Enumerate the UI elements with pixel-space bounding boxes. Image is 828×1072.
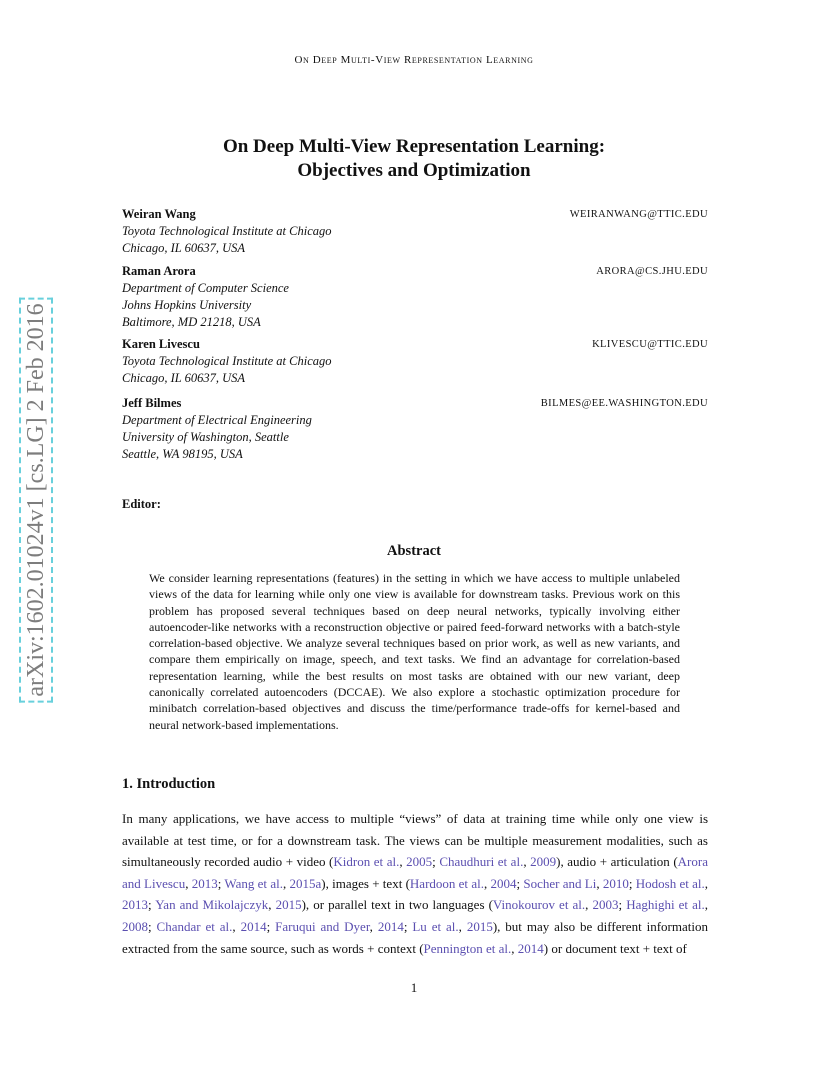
author-block (122, 336, 708, 387)
body-text: In many applications, we have access to multiple “views” of data at training time while only one view is available at test time, or for a downstream task. The views can be multiple measurement modalities, such as simultaneously recorded audio + video ( (122, 811, 708, 870)
arxiv-identifier-stamp[interactable]: arXiv:1602.01024v1 [cs.LG] 2 Feb 2016 (19, 297, 53, 702)
author-name: Raman Arora (122, 264, 196, 278)
citation-link[interactable]: Yan and Mikolajczyk (155, 897, 269, 913)
page-number: 1 (410, 980, 418, 995)
body-text: ; (403, 918, 413, 934)
author-affiliation: University of Washington, Seattle (122, 430, 289, 444)
citation-link[interactable]: Chaudhuri et al. (439, 854, 524, 870)
author-block (122, 206, 708, 257)
introduction-paragraph (122, 808, 708, 959)
author-affiliation: Department of Electrical Engineering (122, 413, 312, 427)
body-text: , (458, 918, 467, 934)
abstract-text: We consider learning representations (features) in the setting in which we have access to multiple unlabeled views of the data for learning while only one view is available for downstream tasks. Previous work on this problem has proposed several techniques based on deep neural networks, typically involving either autoencoder-like networks with a reconstruction objective or paired feed-forward networks with a batch-style correlation-based objective. We analyze several techniques based on prior work, as well as new variants, and compare them empirically on image, speech, and text tasks. We find an advantage for correlation-based representation learning, while the best results on most tasks are obtained with our new variant, deep canonically correlated autoencoders (DCCAE). We also explore a stochastic optimization procedure for minibatch correlation-based objectives and discuss the time/performance trade-offs for kernel-based and neural network-based implementations. (149, 571, 680, 732)
citation-link[interactable]: 2014 (517, 940, 544, 956)
paper-title-line-1: On Deep Multi-View Representation Learning: (222, 136, 606, 157)
body-text: , (511, 940, 518, 956)
body-text: , (268, 897, 276, 913)
author-name: Jeff Bilmes (122, 396, 182, 410)
author-affiliation: Chicago, IL 60637, USA (122, 241, 246, 255)
author-affiliation: Chicago, IL 60637, USA (122, 371, 246, 385)
citation-link[interactable]: 2004 (490, 875, 517, 891)
body-text: , (704, 897, 709, 913)
body-text: ), audio + articulation ( (556, 854, 678, 870)
body-text: ; (266, 918, 276, 934)
author-block (122, 395, 708, 463)
citation-link[interactable]: Lu et al. (412, 918, 459, 934)
author-block (122, 263, 708, 331)
citation-link[interactable]: 2014 (240, 918, 267, 934)
author-name: Karen Livescu (122, 337, 200, 351)
citation-link[interactable]: 2015a (289, 875, 322, 891)
body-text: , (369, 918, 378, 934)
body-text: ; (217, 875, 225, 891)
editor-label: Editor: (122, 497, 161, 511)
author-affiliation: Seattle, WA 98195, USA (122, 447, 243, 461)
citation-link[interactable]: 2014 (377, 918, 404, 934)
body-text: ; (432, 854, 440, 870)
author-email[interactable]: KLIVESCU@TTIC.EDU (592, 339, 708, 350)
body-text: ; (618, 897, 627, 913)
body-text: , (483, 875, 491, 891)
body-text: ; (516, 875, 524, 891)
author-email[interactable]: WEIRANWANG@TTIC.EDU (569, 209, 708, 220)
body-text: , (596, 875, 603, 891)
citation-link[interactable]: Arora and Livescu (122, 854, 708, 891)
citation-link[interactable]: 2013 (122, 897, 148, 913)
running-head: On Deep Multi-View Representation Learning (294, 54, 534, 66)
body-text: , (399, 854, 407, 870)
body-text: ), but may also be different information extracted from the same source, such as words + context ( (122, 918, 708, 956)
body-text: , (704, 875, 709, 891)
body-text: ) or document text + text of (543, 940, 687, 956)
citation-link[interactable]: Hodosh et al. (635, 875, 705, 891)
citation-link[interactable]: 2009 (530, 854, 557, 870)
citation-link[interactable]: 2015 (275, 897, 302, 913)
citation-link[interactable]: 2015 (466, 918, 493, 934)
citation-link[interactable]: 2013 (191, 875, 218, 891)
body-text: ; (628, 875, 636, 891)
author-email[interactable]: ARORA@CS.JHU.EDU (596, 266, 708, 277)
citation-link[interactable]: Kidron et al. (333, 854, 400, 870)
citation-link[interactable]: Vinokourov et al. (492, 897, 586, 913)
paper-title (0, 135, 828, 183)
author-affiliation: Johns Hopkins University (122, 298, 252, 312)
body-text: , (232, 918, 241, 934)
citation-link[interactable]: Wang et al. (224, 875, 283, 891)
body-text: ; (148, 918, 157, 934)
body-text: , (185, 875, 192, 891)
citation-link[interactable]: Socher and Li (523, 875, 597, 891)
author-email[interactable]: BILMES@EE.WASHINGTON.EDU (540, 398, 708, 409)
abstract-heading: Abstract (387, 543, 441, 559)
citation-link[interactable]: 2003 (592, 897, 619, 913)
body-text: ), images + text ( (321, 875, 410, 891)
body-text: , (585, 897, 593, 913)
body-text: ), or parallel text in two languages ( (301, 897, 493, 913)
author-affiliation: Baltimore, MD 21218, USA (122, 315, 261, 329)
author-affiliation: Toyota Technological Institute at Chicago (122, 224, 332, 238)
citation-link[interactable]: 2005 (406, 854, 433, 870)
section-heading-introduction: 1. Introduction (122, 776, 216, 792)
body-text: , (282, 875, 290, 891)
citation-link[interactable]: Pennington et al. (423, 940, 512, 956)
author-name: Weiran Wang (122, 207, 196, 221)
citation-link[interactable]: Haghighi et al. (626, 897, 705, 913)
body-text: ; (148, 897, 156, 913)
author-affiliation: Toyota Technological Institute at Chicago (122, 354, 332, 368)
citation-link[interactable]: 2010 (602, 875, 629, 891)
citation-link[interactable]: Chandar et al. (156, 918, 233, 934)
author-affiliation: Department of Computer Science (122, 281, 289, 295)
body-text: , (523, 854, 531, 870)
citation-link[interactable]: Hardoon et al. (409, 875, 484, 891)
citation-link[interactable]: 2008 (122, 918, 148, 934)
citation-link[interactable]: Faruqui and Dyer (275, 918, 370, 934)
paper-title-line-2: Objectives and Optimization (297, 160, 531, 181)
